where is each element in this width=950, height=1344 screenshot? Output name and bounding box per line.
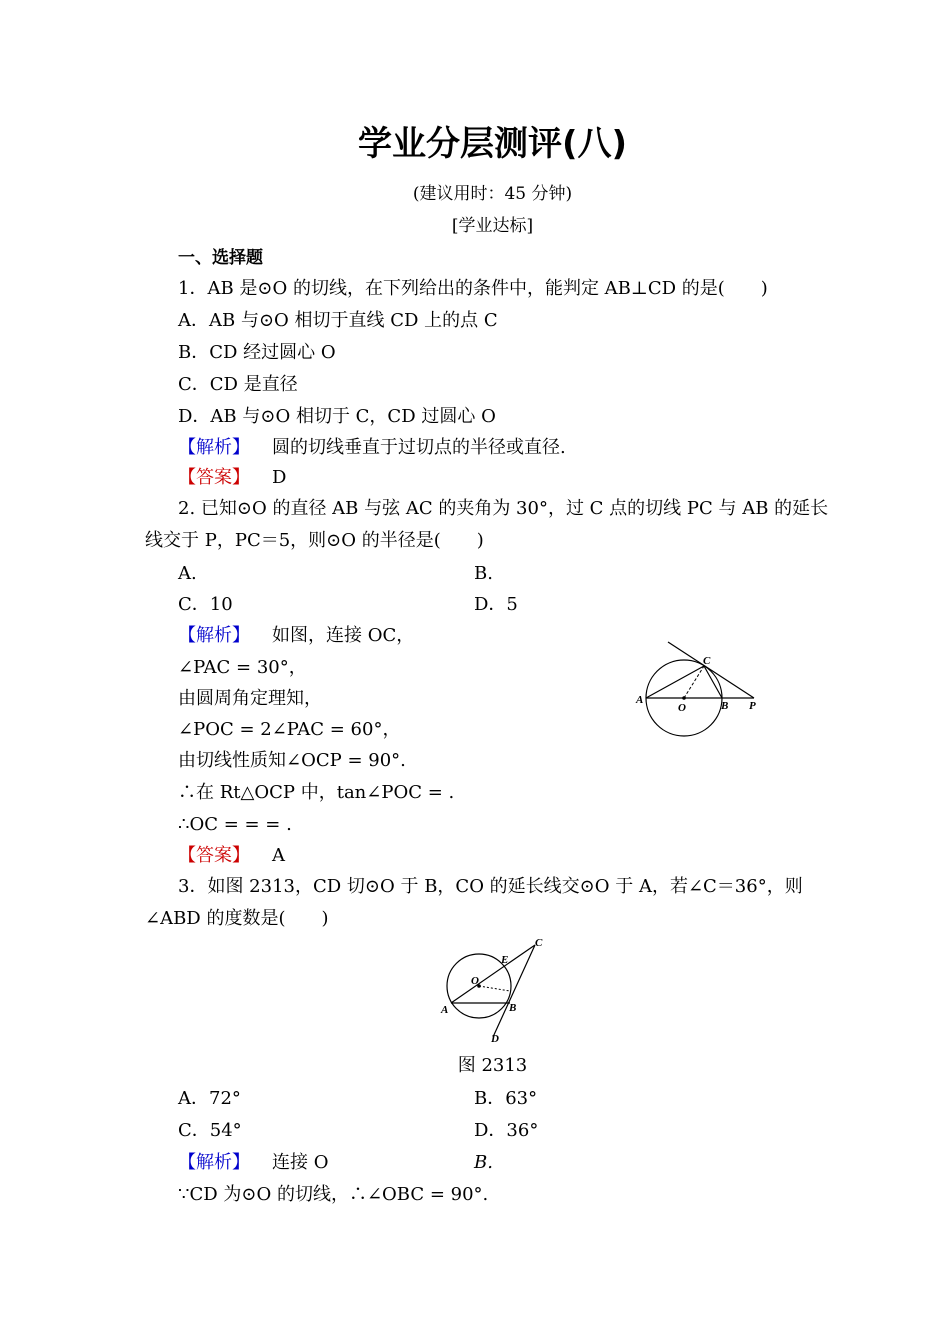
q3-jiexi-intro: 连接 O <box>272 1152 329 1173</box>
q3-label-a: A <box>441 1004 449 1016</box>
q2-step-2: 由圆周角定理知， <box>178 688 322 709</box>
q3-label-d: D <box>491 1033 499 1045</box>
q3-option-a: A．72° <box>178 1088 241 1109</box>
q2-center-dot <box>682 696 686 700</box>
q3-label-e: E <box>501 954 509 966</box>
time-note: (建议用时：45 分钟) <box>412 184 573 204</box>
q3-jiexi-line2: ∵CD 为⊙O 的切线，∴∠OBC = 90°. <box>178 1184 489 1205</box>
q2-option-a: A. <box>178 563 197 584</box>
q1-option-c: C．CD 是直径 <box>178 374 298 395</box>
q3-label-o: O <box>471 975 479 987</box>
q2-label-a: A <box>636 694 644 706</box>
q1-answer-tag: 【答案】 <box>178 467 250 488</box>
q2-label-c: C <box>703 655 711 667</box>
q2-line-ac <box>646 666 704 698</box>
q3-option-c: C．54° <box>178 1120 242 1141</box>
q2-dash-oc <box>684 666 704 698</box>
q2-tangent-pc <box>668 642 754 698</box>
q2-stem-line1: 2. 已知⊙O 的直径 AB 与弦 AC 的夹角为 30°，过 C 点的切线 PC 与 AB 的延长 <box>178 498 829 519</box>
q3-stem-line1: 3．如图 2313，CD 切⊙O 于 B，CO 的延长线交⊙O 于 A，若∠C＝36°，则 <box>178 876 803 897</box>
q1-jiexi-tag: 【解析】 <box>178 437 250 458</box>
q1-option-b: B．CD 经过圆心 O <box>178 342 336 363</box>
q1-stem: 1．AB 是⊙O 的切线，在下列给出的条件中，能判定 AB⊥CD 的是( ) <box>178 278 768 299</box>
q1-option-d: D．AB 与⊙O 相切于 C，CD 过圆心 O <box>178 406 496 427</box>
q2-option-b: B. <box>474 563 493 584</box>
q3-line-ob <box>479 986 510 991</box>
q2-step-1: ∠PAC = 30°， <box>178 657 307 678</box>
section-heading: 一、选择题 <box>178 248 263 268</box>
q3-jiexi-b: B. <box>474 1152 493 1173</box>
q1-answer: D <box>272 467 287 488</box>
q2-step-5: ∴在 Rt△OCP 中，tan∠POC = . <box>178 782 455 803</box>
q3-jiexi-tag: 【解析】 <box>178 1152 250 1173</box>
q3-figure-caption: 图 2313 <box>457 1055 528 1076</box>
q1-jiexi: 圆的切线垂直于过切点的半径或直径. <box>272 437 566 458</box>
q3-label-c: C <box>535 937 543 949</box>
q2-label-o: O <box>678 702 686 714</box>
q2-answer-tag: 【答案】 <box>178 845 250 866</box>
q3-option-b: B．63° <box>474 1088 538 1109</box>
q3-option-d: D．36° <box>474 1120 539 1141</box>
q2-stem-line2: 线交于 P，PC＝5，则⊙O 的半径是( ) <box>145 530 484 551</box>
q3-stem-line2: ∠ABD 的度数是( ) <box>145 908 329 929</box>
q1-option-a: A．AB 与⊙O 相切于直线 CD 上的点 C <box>178 310 498 331</box>
q2-option-d: D．5 <box>474 594 518 615</box>
q3-label-b: B <box>509 1002 517 1014</box>
q2-figure <box>630 640 770 740</box>
q2-answer: A <box>272 845 285 866</box>
q3-figure <box>433 933 553 1048</box>
q2-label-b: B <box>721 700 729 712</box>
level-label: [学业达标] <box>451 216 534 236</box>
q2-jiexi-tag: 【解析】 <box>178 625 250 646</box>
page-title: 学业分层测评(八) <box>357 124 628 164</box>
q2-step-3: ∠POC = 2∠PAC = 60°， <box>178 719 401 740</box>
q2-step-6: ∴OC = = = . <box>178 814 292 835</box>
q2-option-c: C．10 <box>178 594 233 615</box>
q2-step-4: 由切线性质知∠OCP = 90°. <box>178 750 406 771</box>
q2-label-p: P <box>749 700 756 712</box>
q2-jiexi-intro: 如图，连接 OC， <box>272 625 415 646</box>
